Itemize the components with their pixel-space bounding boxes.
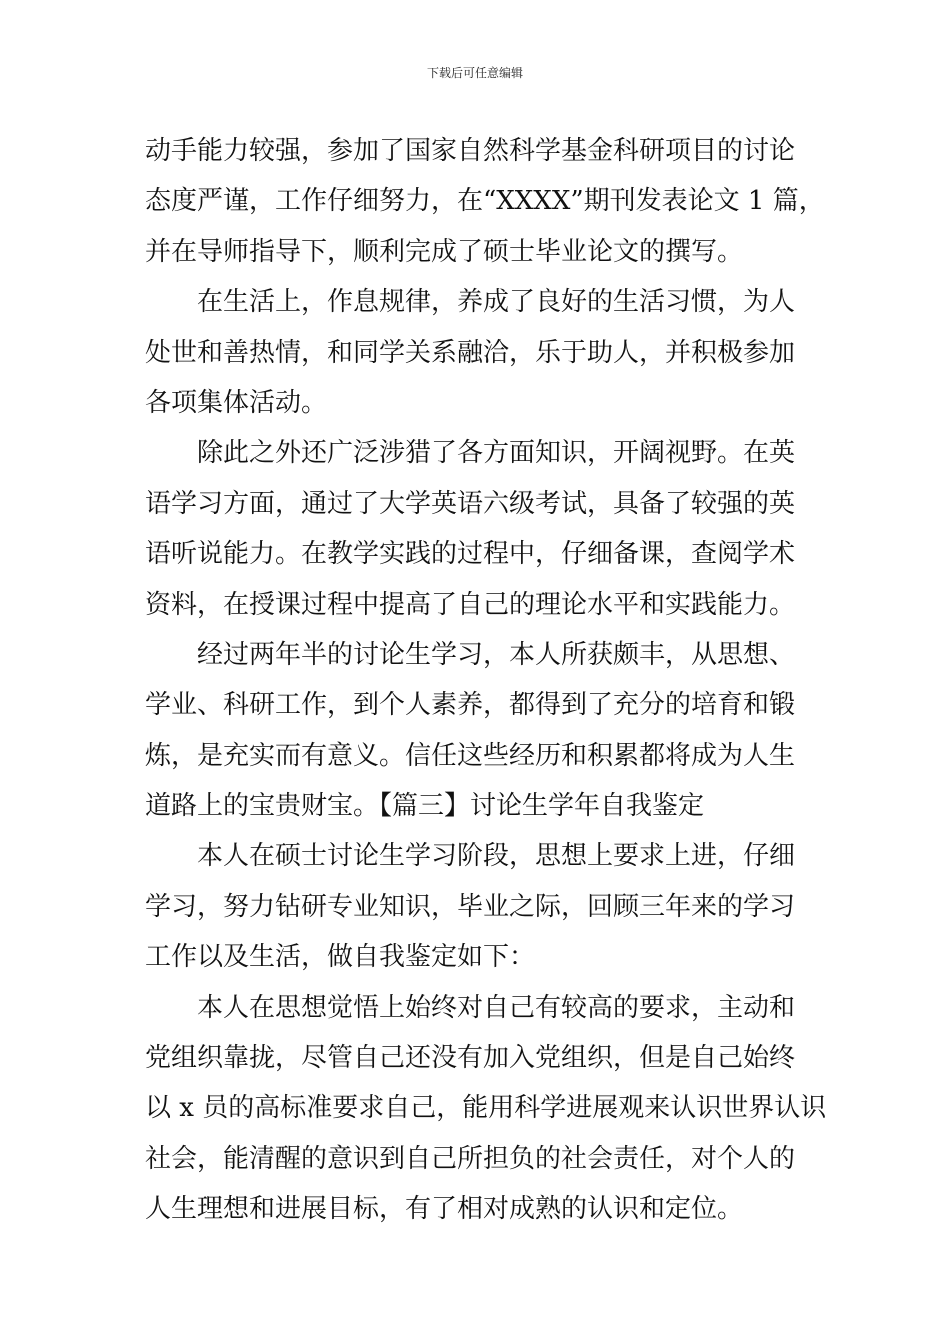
text-line: 语听说能力。在教学实践的过程中，仔细备课，查阅学术 bbox=[145, 539, 796, 570]
text-line: 学业、科研工作，到个人素养，都得到了充分的培育和锻 bbox=[145, 690, 796, 721]
paragraph-first-line: 本人在思想觉悟上始终对自己有较高的要求，主动和 bbox=[197, 992, 796, 1023]
text-line: 并在导师指导下，顺利完成了硕士毕业论文的撰写。 bbox=[145, 236, 744, 267]
paragraph-first-line: 本人在硕士讨论生学习阶段，思想上要求上进，仔细 bbox=[197, 841, 796, 872]
text-line: 炼，是充实而有意义。信任这些经历和积累都将成为人生 bbox=[145, 740, 796, 771]
text-line: 态度严谨，工作仔细努力，在“XXXX”期刊发表论文 1 篇， bbox=[145, 186, 825, 217]
text-line: 资料，在授课过程中提高了自己的理论水平和实践能力。 bbox=[145, 589, 796, 620]
text-line: 处世和善热情，和同学关系融洽，乐于助人，并积极参加 bbox=[145, 337, 796, 368]
paragraph-first-line: 在生活上，作息规律，养成了良好的生活习惯，为人 bbox=[197, 287, 796, 318]
page-header: 下载后可任意编辑 bbox=[426, 66, 523, 80]
text-line: 以 x 员的高标准要求自己，能用科学进展观来认识世界认识 bbox=[145, 1093, 827, 1124]
paragraph-first-line: 经过两年半的讨论生学习，本人所获颇丰，从思想、 bbox=[197, 639, 796, 670]
document-body bbox=[145, 126, 827, 1235]
text-line: 社会，能清醒的意识到自己所担负的社会责任，对个人的 bbox=[145, 1143, 796, 1174]
text-line: 学习，努力钻研专业知识，毕业之际，回顾三年来的学习 bbox=[145, 891, 796, 922]
text-line: 各项集体活动。 bbox=[145, 387, 328, 418]
text-line: 党组织靠拢，尽管自己还没有加入党组织，但是自己始终 bbox=[145, 1043, 796, 1074]
text-line: 语学习方面，通过了大学英语六级考试，具备了较强的英 bbox=[145, 488, 796, 519]
text-line: 工作以及生活，做自我鉴定如下： bbox=[145, 942, 536, 973]
paragraph-first-line: 除此之外还广泛涉猎了各方面知识，开阔视野。在英 bbox=[197, 438, 796, 469]
text-line: 人生理想和进展目标，有了相对成熟的认识和定位。 bbox=[145, 1194, 744, 1225]
text-line: 道路上的宝贵财宝。【篇三】讨论生学年自我鉴定 bbox=[145, 791, 705, 822]
text-line: 动手能力较强，参加了国家自然科学基金科研项目的讨论 bbox=[145, 136, 796, 166]
